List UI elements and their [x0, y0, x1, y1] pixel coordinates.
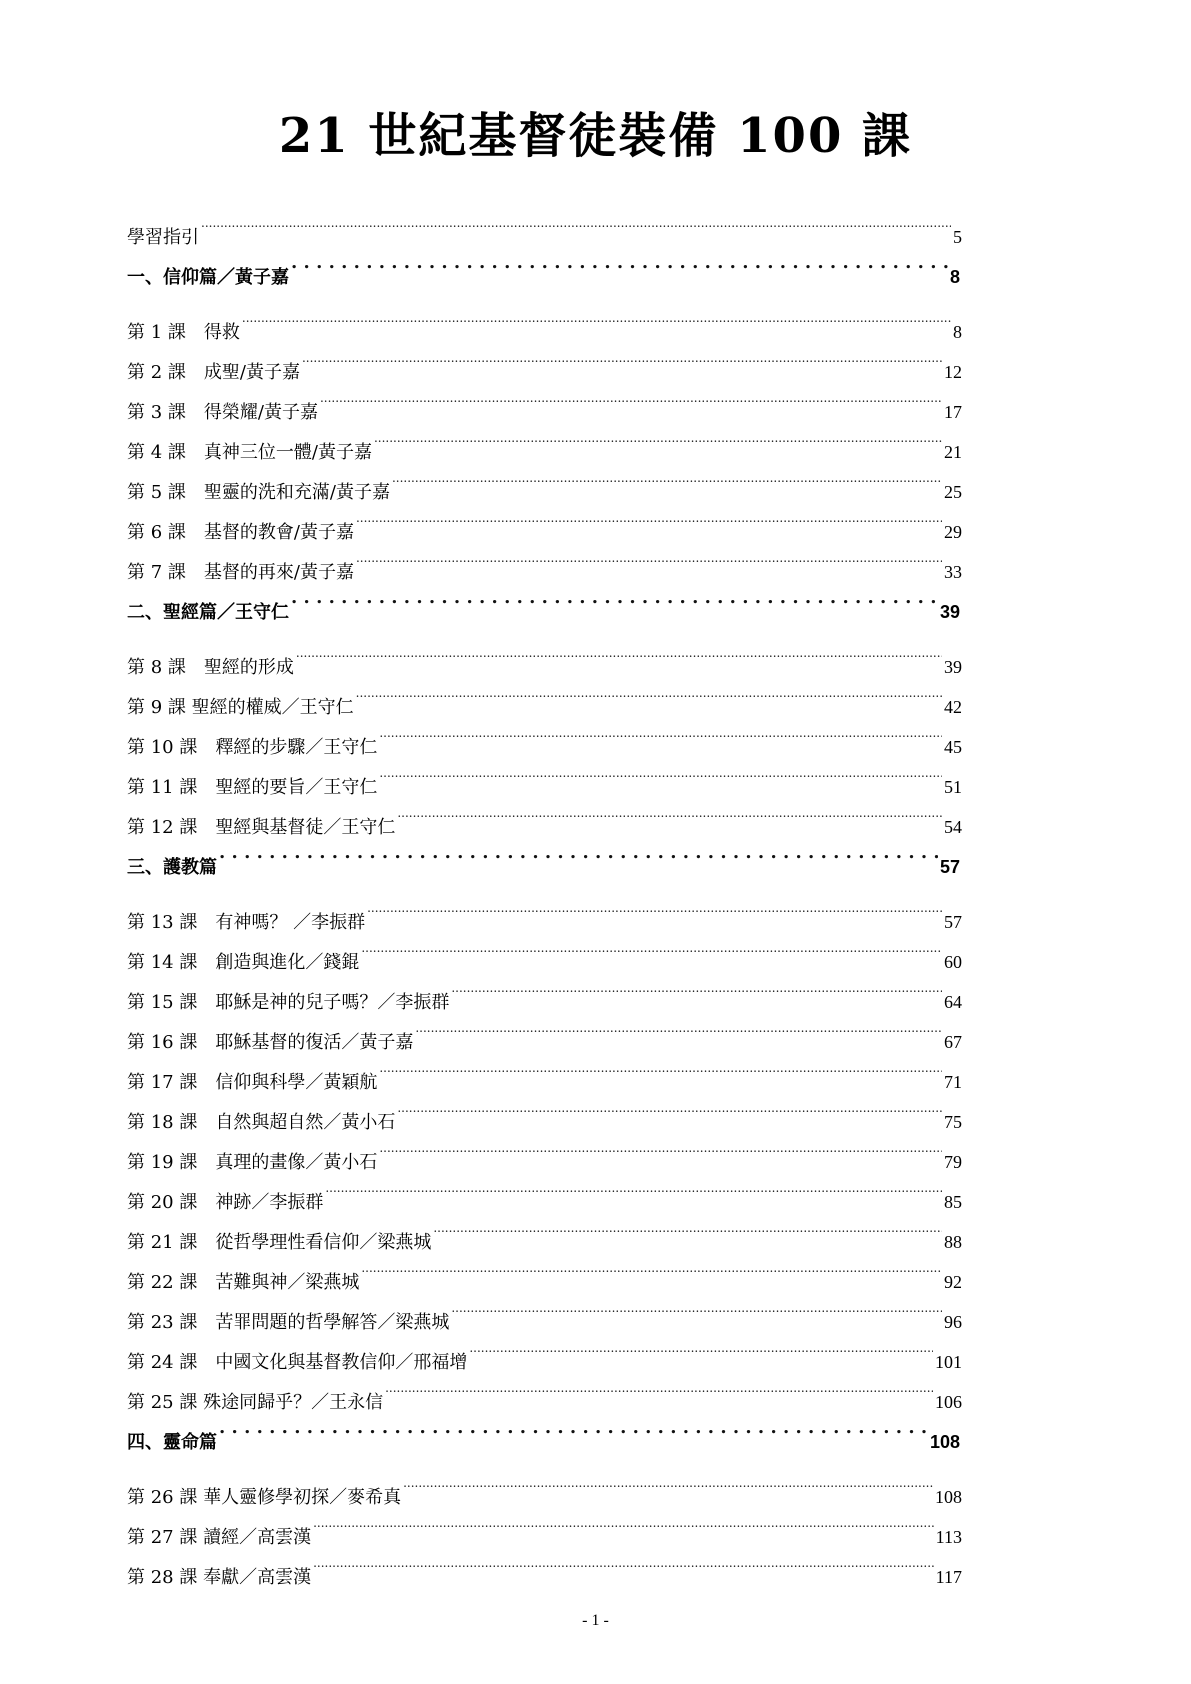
toc-entry[interactable]: [127, 888, 962, 933]
toc-page-number: 85: [944, 1192, 962, 1212]
dot-leader: [219, 833, 938, 873]
toc-page-number: 57: [944, 912, 962, 932]
dot-leader: [361, 1248, 942, 1288]
toc-entry-label: 第 5 課 聖靈的洗和充滿/黃子嘉: [127, 482, 390, 503]
toc-page-number: 71: [944, 1072, 962, 1092]
dot-leader: [397, 1088, 942, 1128]
dot-leader: [385, 1368, 933, 1408]
toc-entry-label: 第 17 課 信仰與科學／黃穎航: [127, 1072, 378, 1093]
toc-entry-label: 第 2 課 成聖/黃子嘉: [127, 362, 300, 383]
toc-entry-label: 第 25 課 殊途同歸乎？／王永信: [127, 1392, 384, 1413]
dot-leader: [201, 203, 951, 243]
dot-leader: [379, 1048, 942, 1088]
toc-entry-label: 第 9 課 聖經的權威／王守仁: [127, 697, 354, 718]
toc-entry-label: 第 19 課 真理的畫像／黃小石: [127, 1152, 378, 1173]
dot-leader: [379, 713, 942, 753]
dot-leader: [397, 793, 942, 833]
toc-page-number: 113: [935, 1527, 962, 1547]
toc-page-number: 5: [953, 227, 962, 247]
dot-leader: [356, 538, 942, 578]
toc-entry-label: 第 24 課 中國文化與基督教信仰／邢福增: [127, 1352, 468, 1373]
toc-entry-label: 學習指引: [127, 227, 199, 248]
dot-leader: [320, 378, 942, 418]
toc-entry-label: 第 12 課 聖經與基督徒／王守仁: [127, 817, 396, 838]
toc-page-number: 39: [939, 602, 960, 622]
dot-leader: [313, 1503, 934, 1543]
toc-page-number: 54: [944, 817, 962, 837]
toc-page-number: 67: [944, 1032, 962, 1052]
dot-leader: [374, 418, 942, 458]
toc-section-heading[interactable]: [127, 1408, 962, 1453]
toc-page-number: 101: [935, 1352, 962, 1372]
toc-page-number: 96: [944, 1312, 962, 1332]
dot-leader: [291, 578, 938, 618]
toc-entry-label: 四、靈命篇: [127, 1432, 217, 1453]
toc-entry-label: 第 14 課 創造與進化／錢錕: [127, 952, 360, 973]
toc-page-number: 45: [944, 737, 962, 757]
toc-page-number: 25: [944, 482, 962, 502]
dot-leader: [367, 888, 942, 928]
toc-entry-label: 二、聖經篇／王守仁: [127, 602, 289, 623]
toc-page-number: 39: [944, 657, 962, 677]
toc-entry[interactable]: [127, 338, 962, 383]
toc-page-number: 17: [944, 402, 962, 422]
dot-leader: [242, 298, 951, 338]
toc-page-number: 60: [944, 952, 962, 972]
dot-leader: [451, 968, 942, 1008]
toc-section-heading[interactable]: [127, 243, 962, 288]
toc-entry-label: 第 20 課 神跡／李振群: [127, 1192, 324, 1213]
toc-entry[interactable]: [127, 1463, 962, 1508]
table-of-contents: [127, 203, 962, 1588]
toc-entry[interactable]: [127, 298, 962, 343]
toc-entry-label: 第 22 課 苦難與神／梁燕城: [127, 1272, 360, 1293]
dot-leader: [219, 1408, 928, 1448]
toc-page-number: 88: [944, 1232, 962, 1252]
dot-leader: [361, 928, 942, 968]
toc-entry-label: 第 6 課 基督的教會/黃子嘉: [127, 522, 354, 543]
toc-entry-label: 第 7 課 基督的再來/黃子嘉: [127, 562, 354, 583]
toc-page-number: 12: [944, 362, 962, 382]
toc-entry-label: 第 27 課 讀經／高雲漢: [127, 1527, 312, 1548]
toc-page-number: 21: [944, 442, 962, 462]
dot-leader: [325, 1168, 942, 1208]
toc-page-number: 64: [944, 992, 962, 1012]
toc-entry-label: 第 23 課 苦罪問題的哲學解答／梁燕城: [127, 1312, 450, 1333]
toc-entry-label: 第 21 課 從哲學理性看信仰／梁燕城: [127, 1232, 432, 1253]
toc-page-number: 79: [944, 1152, 962, 1172]
document-title: 21 世紀基督徒裝備 100 課: [278, 108, 913, 164]
toc-page-number: 8: [953, 322, 962, 342]
toc-entry-label: 第 3 課 得榮耀/黃子嘉: [127, 402, 318, 423]
dot-leader: [403, 1463, 933, 1503]
dot-leader: [379, 753, 942, 793]
toc-entry-label: 第 28 課 奉獻／高雲漢: [127, 1567, 312, 1588]
toc-entry-label: 一、信仰篇／黃子嘉: [127, 267, 289, 288]
toc-section-heading[interactable]: [127, 833, 962, 878]
toc-page-number: 75: [944, 1112, 962, 1132]
dot-leader: [469, 1328, 933, 1368]
dot-leader: [313, 1543, 934, 1583]
toc-entry-label: 第 15 課 耶穌是神的兒子嗎？／李振群: [127, 992, 450, 1013]
toc-entry-label: 第 4 課 真神三位一體/黃子嘉: [127, 442, 372, 463]
toc-entry-label: 第 13 課 有神嗎？ ／李振群: [127, 912, 366, 933]
toc-page-number: 106: [935, 1392, 962, 1412]
toc-entry-label: 三、護教篇: [127, 857, 217, 878]
toc-entry-label: 第 18 課 自然與超自然／黃小石: [127, 1112, 396, 1133]
toc-page-number: 33: [944, 562, 962, 582]
dot-leader: [302, 338, 942, 378]
dot-leader: [356, 673, 942, 713]
dot-leader: [356, 498, 942, 538]
toc-entry-label: 第 8 課 聖經的形成: [127, 657, 294, 678]
dot-leader: [291, 243, 948, 283]
toc-entry-label: 第 1 課 得救: [127, 322, 240, 343]
dot-leader: [433, 1208, 942, 1248]
toc-page-number: 117: [935, 1567, 962, 1587]
toc-entry-label: 第 26 課 華人靈修學初探／麥希真: [127, 1487, 402, 1508]
toc-page-number: 108: [935, 1487, 962, 1507]
toc-entry[interactable]: [127, 633, 962, 678]
toc-page-number: 92: [944, 1272, 962, 1292]
dot-leader: [415, 1008, 942, 1048]
dot-leader: [296, 633, 942, 673]
dot-leader: [392, 458, 942, 498]
toc-page-number: 51: [944, 777, 962, 797]
toc-page-number: 8: [949, 267, 960, 287]
toc-entry[interactable]: [127, 203, 962, 248]
dot-leader: [451, 1288, 942, 1328]
toc-entry-label: 第 16 課 耶穌基督的復活／黃子嘉: [127, 1032, 414, 1053]
toc-page-number: 42: [944, 697, 962, 717]
toc-page-number: 29: [944, 522, 962, 542]
page-number-footer: - 1 -: [582, 1612, 609, 1629]
toc-page-number: 57: [939, 857, 960, 877]
toc-entry-label: 第 11 課 聖經的要旨／王守仁: [127, 777, 378, 798]
dot-leader: [379, 1128, 942, 1168]
toc-page-number: 108: [929, 1432, 960, 1452]
toc-entry-label: 第 10 課 釋經的步驟／王守仁: [127, 737, 378, 758]
